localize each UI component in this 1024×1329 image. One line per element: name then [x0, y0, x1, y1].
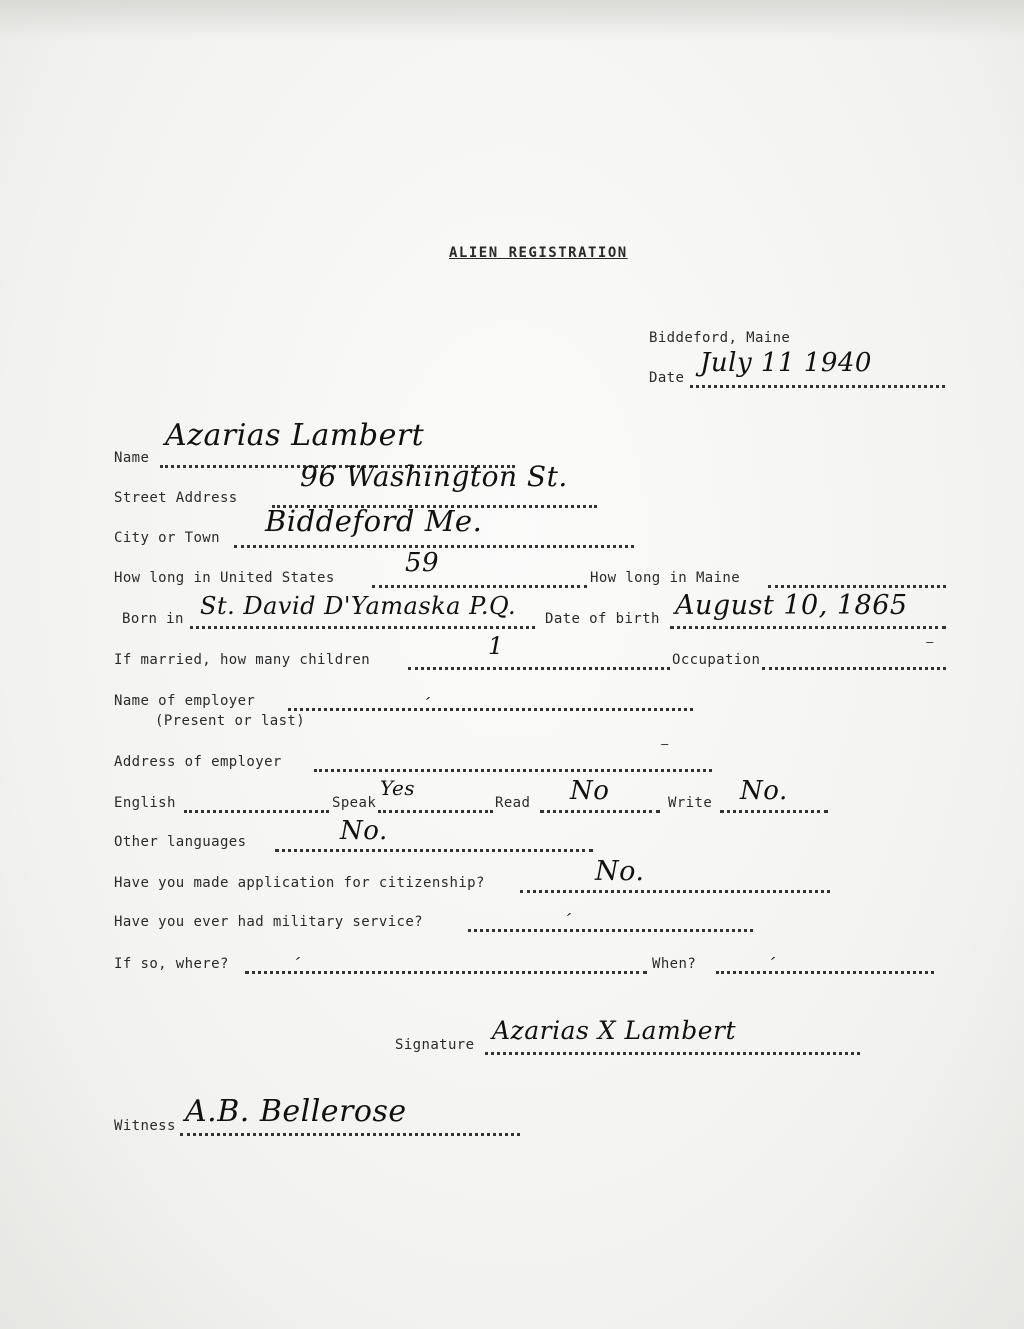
employer-address-dots — [314, 767, 712, 772]
city-entry: Biddeford Me. — [265, 504, 483, 538]
employer-dots — [288, 706, 693, 711]
how-long-us-dots — [372, 583, 587, 588]
speak-entry: Yes — [380, 776, 416, 800]
name-entry: Azarias Lambert — [165, 418, 425, 453]
place-line: Biddeford, Maine — [649, 330, 791, 346]
signature-dots — [485, 1050, 860, 1055]
citizenship-label: Have you made application for citizenship? — [114, 875, 485, 891]
name-label: Name — [114, 450, 150, 466]
read-dots — [540, 808, 660, 813]
write-label: Write — [668, 795, 713, 811]
date-of-birth-entry: August 10, 1865 — [675, 590, 908, 621]
form-title: ALIEN REGISTRATION — [449, 245, 628, 261]
children-dots — [408, 665, 670, 670]
military-tick-mark: ˏ — [566, 896, 572, 917]
when-tick-mark: ˏ — [770, 940, 776, 961]
date-of-birth-label: Date of birth — [545, 611, 660, 627]
employer-address-label: Address of employer — [114, 754, 282, 770]
where-dots — [245, 969, 647, 974]
military-label: Have you ever had military service? — [114, 914, 424, 930]
how-long-us-label: How long in United States — [114, 570, 335, 586]
witness-dots — [180, 1131, 520, 1136]
date-label: Date — [649, 370, 685, 386]
other-languages-dots — [275, 847, 593, 852]
employer-tick-mark: ˏ — [425, 680, 431, 701]
employer-address-dash-mark: ⁻ — [660, 738, 670, 759]
children-label: If married, how many children — [114, 652, 371, 668]
employer-label: Name of employer — [114, 693, 256, 709]
write-entry: No. — [740, 776, 788, 806]
where-label: If so, where? — [114, 956, 229, 972]
occupation-label: Occupation — [672, 652, 761, 668]
born-in-dots — [190, 624, 535, 629]
witness-entry: A.B. Bellerose — [185, 1094, 407, 1129]
street-label: Street Address — [114, 490, 238, 506]
occupation-dots — [762, 665, 946, 670]
witness-label: Witness — [114, 1118, 176, 1134]
read-entry: No — [570, 776, 610, 806]
city-label: City or Town — [114, 530, 220, 546]
english-dots — [184, 808, 329, 813]
military-dots — [468, 927, 753, 932]
employer-note: (Present or last) — [155, 713, 306, 729]
when-label: When? — [652, 956, 697, 972]
how-long-us-entry: 59 — [405, 548, 440, 578]
born-in-entry: St. David D'Yamaska P.Q. — [200, 592, 517, 620]
how-long-maine-dots — [768, 583, 946, 588]
speak-dots — [378, 808, 493, 813]
where-tick-mark: ˏ — [295, 940, 301, 961]
born-in-label: Born in — [122, 611, 184, 627]
scan-shadow — [0, 0, 1024, 40]
citizenship-dots — [520, 888, 830, 893]
other-languages-label: Other languages — [114, 834, 247, 850]
citizenship-entry: No. — [595, 856, 645, 887]
date-entry: July 11 1940 — [700, 348, 872, 378]
read-label: Read — [495, 795, 531, 811]
speak-label: Speak — [332, 795, 377, 811]
street-entry: 96 Washington St. — [300, 460, 568, 493]
write-dots — [720, 808, 828, 813]
how-long-maine-label: How long in Maine — [590, 570, 741, 586]
other-languages-entry: No. — [340, 816, 388, 846]
date-of-birth-dots — [670, 624, 946, 629]
date-dots — [690, 383, 945, 388]
occupation-dash-mark: ⁻ — [925, 636, 935, 657]
signature-label: Signature — [395, 1037, 475, 1053]
english-label: English — [114, 795, 176, 811]
when-dots — [716, 969, 934, 974]
children-entry: 1 — [488, 632, 504, 660]
signature-entry: Azarias X Lambert — [492, 1016, 737, 1045]
